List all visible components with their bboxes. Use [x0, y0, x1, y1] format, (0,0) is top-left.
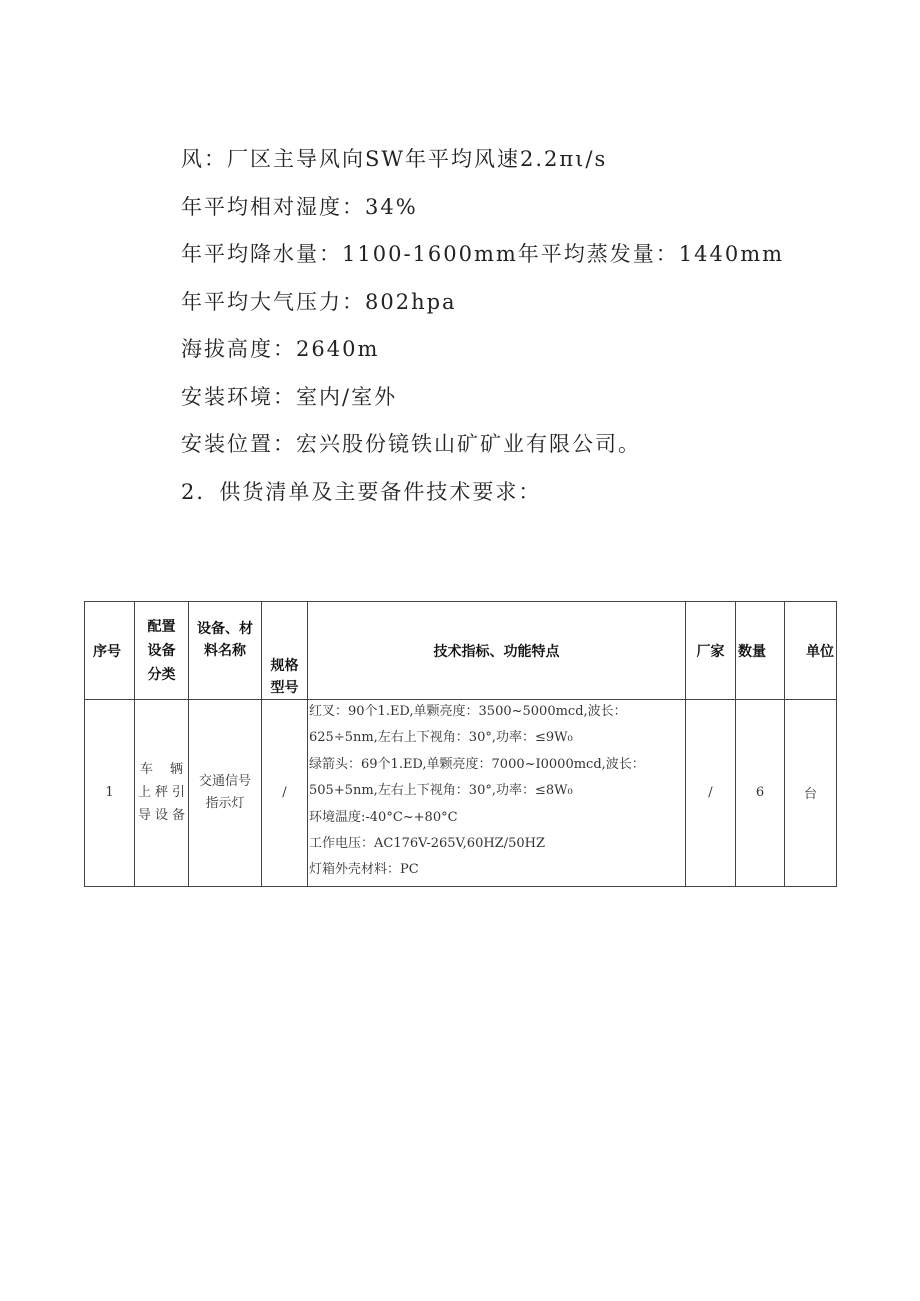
- altitude-paragraph: 海拔高度：2640m: [181, 337, 380, 361]
- row-category: [135, 700, 189, 887]
- header-model-line: 规格: [270, 658, 299, 674]
- row-name-line: 指示灯: [205, 795, 245, 811]
- table-row: [85, 700, 837, 887]
- row-name: [189, 700, 262, 887]
- spec-line: 505+5nm,左右上下视角：30°,功率：≤8W₀: [309, 783, 573, 799]
- header-name: [189, 602, 262, 700]
- install-environment-paragraph: 安装环境：室内/室外: [181, 385, 398, 409]
- precipitation-paragraph: 年平均降水量：1100-1600mm年平均蒸发量：1440mm: [181, 242, 785, 266]
- row-category-line: 导设备: [138, 808, 185, 824]
- spec-line: 红叉：90个1.ED,单颗亮度：3500~5000mcd,波长：: [309, 704, 627, 719]
- header-category-line: 分类: [147, 666, 176, 683]
- header-unit: 单位: [785, 602, 837, 700]
- row-category-line: 车 辆: [140, 762, 183, 778]
- header-model: [262, 602, 308, 700]
- header-quantity: 数量: [736, 602, 785, 700]
- header-name-line: 料名称: [204, 642, 246, 659]
- row-seq: 1: [85, 700, 135, 887]
- header-maker: 厂家: [686, 602, 736, 700]
- header-seq: 序号: [85, 602, 135, 700]
- spec-line: 625÷5nm,左右上下视角：30°,功率：≤9W₀: [309, 730, 573, 746]
- spec-line: 绿箭头：69个1.ED,单颗亮度：7000~I0000mcd,波长：: [309, 756, 645, 772]
- row-specs: [308, 700, 686, 887]
- row-quantity: 6: [736, 700, 785, 887]
- spec-line: 工作电压：AC176V-265V,60HZ/50HZ: [309, 835, 545, 851]
- header-specs: 技术指标、功能特点: [308, 602, 686, 700]
- row-category-line: 上秤引: [138, 785, 185, 801]
- header-category-line: 设备: [147, 642, 176, 659]
- install-location-paragraph: 安装位置：宏兴股份镜铁山矿矿业有限公司。: [181, 432, 641, 456]
- header-model-line: 型号: [270, 680, 299, 696]
- spec-line: 灯箱外壳材料：PC: [309, 862, 419, 878]
- humidity-paragraph: 年平均相对湿度：34%: [181, 195, 418, 219]
- spec-line: 环境温度:-40°C~+80°C: [309, 809, 458, 825]
- row-maker: /: [686, 700, 736, 887]
- wind-paragraph: 风：厂区主导风向SW年平均风速2.2πι/s: [181, 147, 608, 171]
- supply-list-table: [84, 601, 837, 887]
- header-name-line: 设备、材: [197, 620, 253, 637]
- header-category: [135, 602, 189, 700]
- header-category-line: 配置: [147, 618, 176, 635]
- pressure-paragraph: 年平均大气压力：802hpa: [181, 290, 457, 314]
- row-name-line: 交通信号: [198, 773, 251, 789]
- row-unit: 台: [785, 700, 837, 887]
- table-header-row: [85, 602, 837, 700]
- section-heading: 2．供货清单及主要备件技术要求：: [181, 480, 542, 504]
- row-model: /: [262, 700, 308, 887]
